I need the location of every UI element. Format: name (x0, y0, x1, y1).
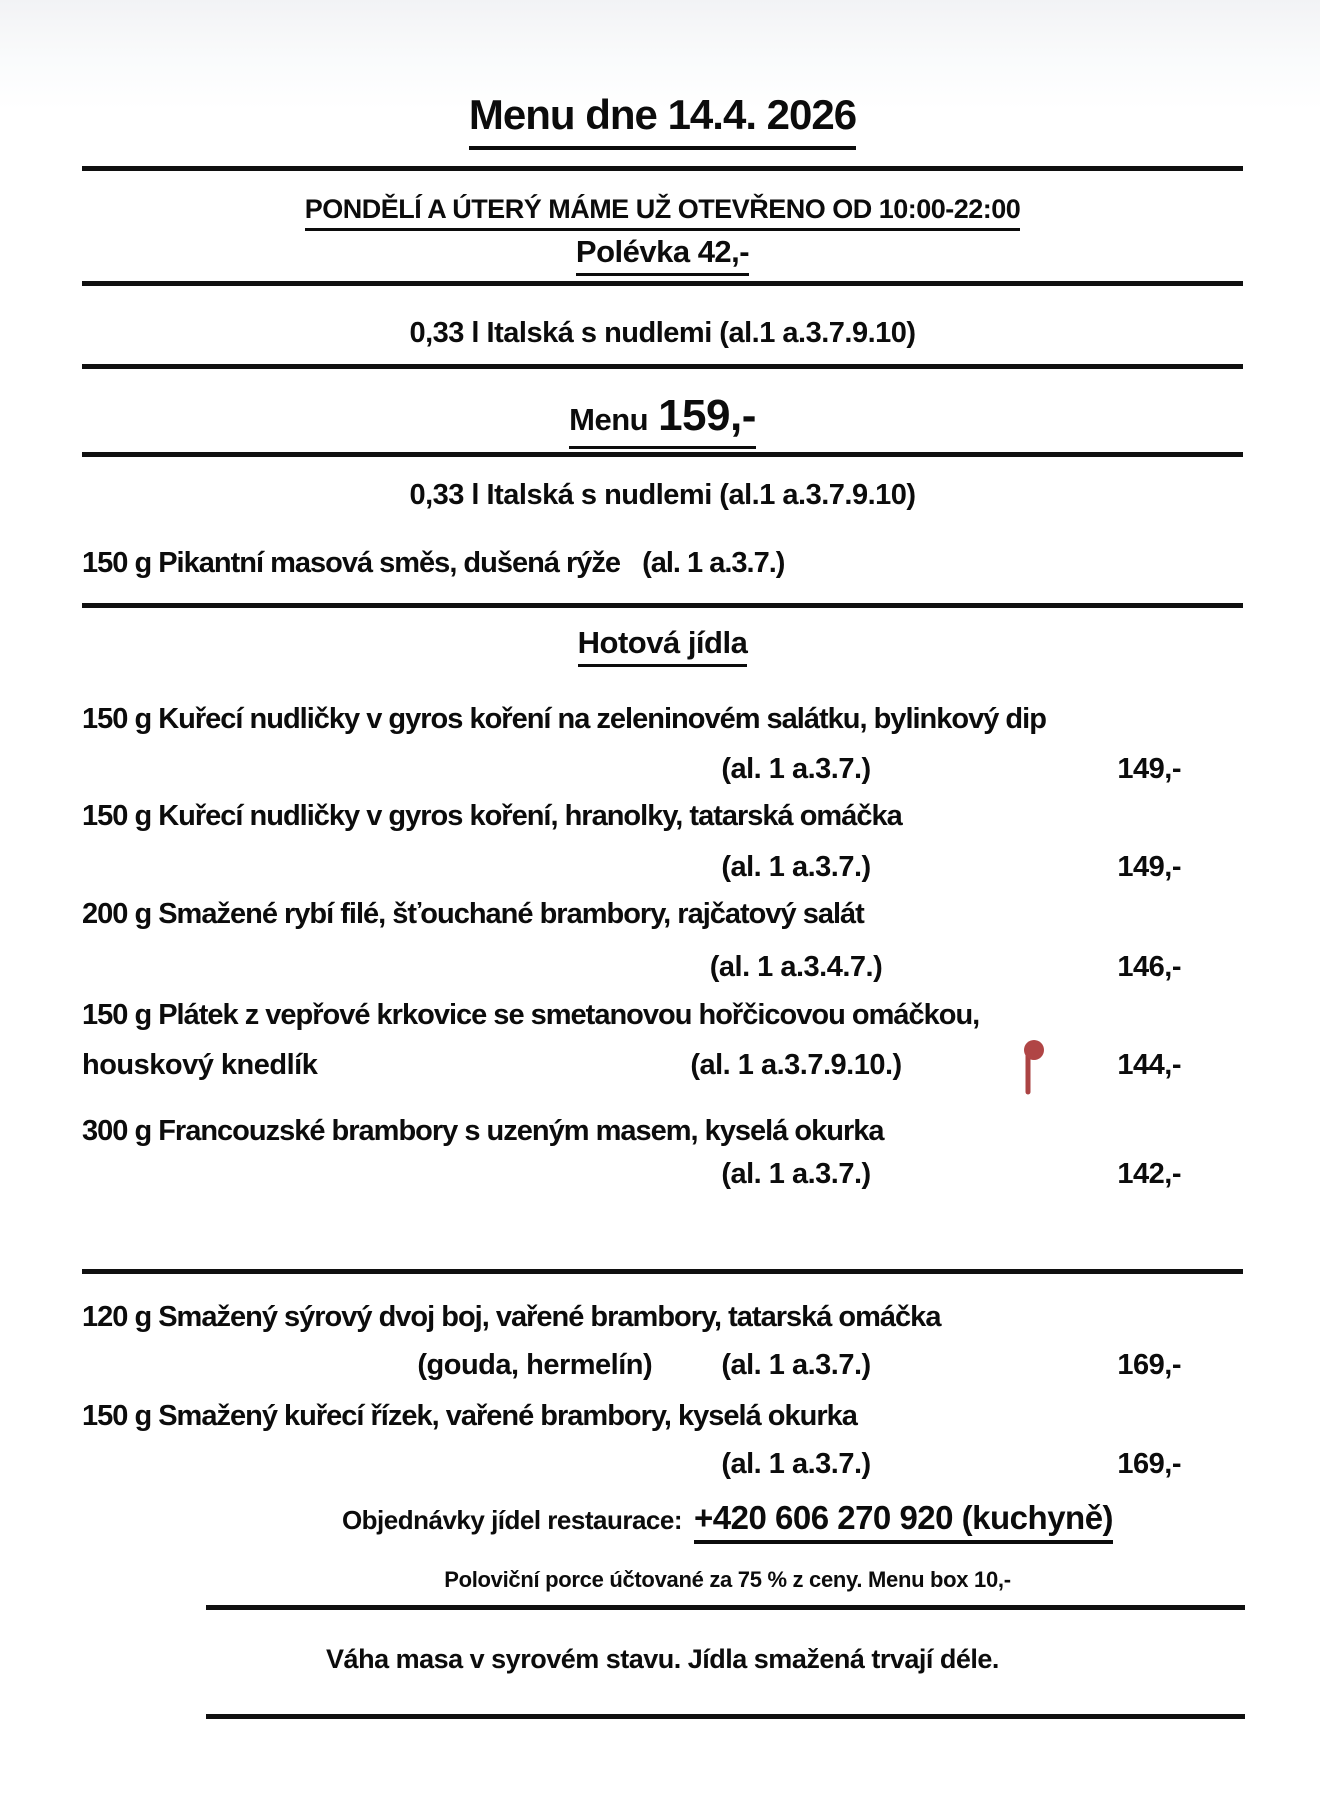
dish-name: 120 g Smažený sýrový dvoj boj, vařené brambory, tatarská omáčka (82, 1301, 941, 1333)
divider-rule-short (206, 1605, 1245, 1610)
dish-detail-row (82, 850, 1243, 890)
dish-price: 146,- (1117, 951, 1181, 983)
menu-content (82, 0, 1243, 1802)
dish-price: 144,- (1117, 1049, 1181, 1081)
dish-note: (gouda, hermelín) (417, 1349, 653, 1381)
weight-note: Váha masa v syrovém stavu. Jídla smažená trvají déle. (326, 1644, 999, 1674)
dish-name: 300 g Francouzské brambory s uzeným masem, kyselá okurka (82, 1115, 884, 1147)
dish-price: 169,- (1117, 1349, 1181, 1381)
orders-line (212, 1498, 1243, 1544)
dish-name: 150 g Kuřecí nudličky v gyros koření na zeleninovém salátku, bylinkový dip (82, 703, 1046, 735)
dish-name: 150 g Smažený kuřecí řízek, vařené brambory, kyselá okurka (82, 1400, 857, 1432)
divider-rule (82, 452, 1243, 457)
menu-main-item (82, 546, 784, 581)
dish-allergens: (al. 1 a.3.7.9.10.) (690, 1049, 902, 1081)
menu-main-name: 150 g Pikantní masová směs, dušená rýže (82, 547, 621, 579)
dish-allergens: (al. 1 a.3.7.) (721, 851, 871, 883)
dish-allergens: (al. 1 a.3.7.) (721, 1158, 871, 1190)
orders-label: Objednávky jídel restaurace: (341, 1505, 682, 1535)
dish-allergens: (al. 1 a.3.4.7.) (709, 951, 883, 983)
menu-price: 159,- (658, 391, 756, 440)
soup-heading: Polévka 42,- (82, 233, 1243, 276)
opening-hours-notice: PONDĚLÍ A ÚTERÝ MÁME UŽ OTEVŘENO OD 10:00-22:00 (82, 193, 1243, 231)
dish-detail-row (82, 1157, 1243, 1197)
half-portion-note: Poloviční porce účtované za 75 % z ceny. Menu box 10,- (444, 1567, 1011, 1592)
menu-soup-item: 0,33 l Italská s nudlemi (al.1 a.3.7.9.10) (409, 479, 916, 511)
divider-rule (82, 281, 1243, 286)
menu-price-heading (82, 390, 1243, 449)
divider-rule (82, 166, 1243, 171)
divider-rule-short (206, 1714, 1245, 1719)
divider-rule (82, 364, 1243, 369)
dish-name-line2: houskový knedlík (82, 1049, 318, 1081)
dish-allergens: (al. 1 a.3.7.) (721, 1448, 871, 1480)
divider-rule (82, 1269, 1243, 1274)
dish-price: 149,- (1117, 851, 1181, 883)
dish-name: 200 g Smažené rybí filé, šťouchané brambory, rajčatový salát (82, 898, 864, 930)
red-pin-icon (1010, 1034, 1070, 1104)
dish-detail-row (82, 752, 1243, 792)
dish-allergens: (al. 1 a.3.7.) (721, 753, 871, 785)
menu-main-allergens: (al. 1 a.3.7.) (642, 547, 785, 579)
dish-name: 150 g Plátek z vepřové krkovice se smetanovou hořčicovou omáčkou, (82, 999, 980, 1031)
dish-price: 169,- (1117, 1448, 1181, 1480)
divider-rule (82, 603, 1243, 608)
page-title: Menu dne 14.4. 2026 (82, 90, 1243, 150)
dish-price: 149,- (1117, 753, 1181, 785)
dish-name: 150 g Kuřecí nudličky v gyros koření, hranolky, tatarská omáčka (82, 800, 902, 832)
dish-price: 142,- (1117, 1158, 1181, 1190)
dishes-heading: Hotová jídla (82, 624, 1243, 667)
dish-detail-row (82, 1447, 1243, 1487)
dish-detail-row (82, 950, 1243, 990)
menu-label: Menu (569, 402, 649, 437)
soup-item: 0,33 l Italská s nudlemi (al.1 a.3.7.9.10) (409, 317, 916, 349)
dish-detail-row (82, 1348, 1243, 1388)
orders-phone: +420 606 270 920 (kuchyně) (694, 1498, 1113, 1544)
dish-allergens: (al. 1 a.3.7.) (721, 1349, 871, 1381)
